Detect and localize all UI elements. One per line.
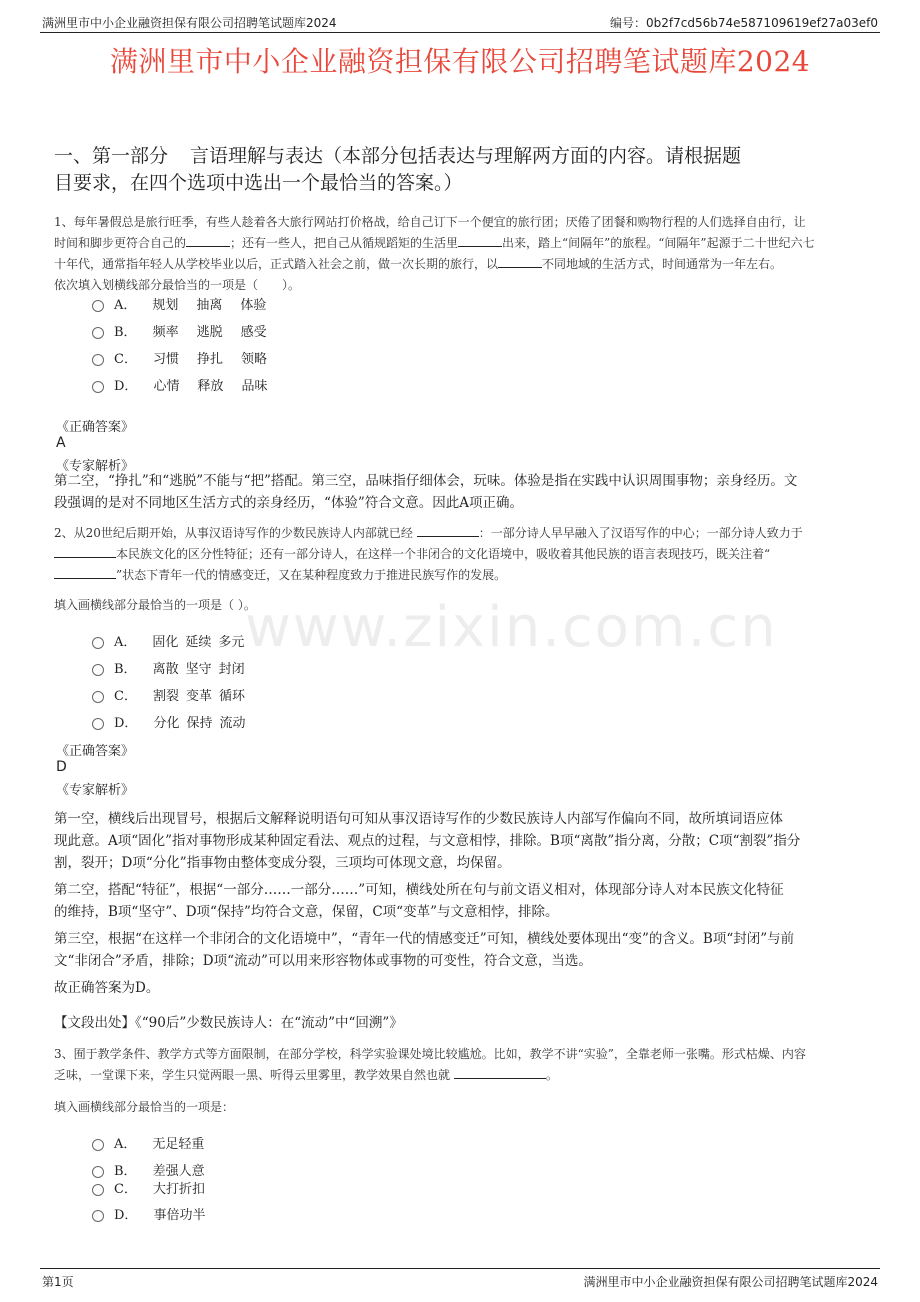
q1-option-b[interactable] (92, 321, 267, 340)
q1-line3a: 十年代，通常指年轻人从学校毕业以后，正式踏入社会之前，做一次长期的旅行，以 (54, 257, 499, 271)
option-word: 变革 (185, 689, 212, 704)
page-header (40, 12, 880, 33)
header-doc-id: 编号：0b2f7cd56b74e587109619ef27a03ef0 (610, 16, 878, 30)
q2-blank-3 (54, 566, 116, 579)
q2-analysis-label: 《专家解析》 (56, 783, 135, 798)
q3-prompt: 填入画横线部分最恰当的一项是： (54, 1100, 235, 1114)
analysis-line: 割，裂开；D项“分化”指事物由整体变成分裂，三项均可体现文意，均保留。 (54, 855, 511, 871)
header-doc-title: 满洲里市中小企业融资担保有限公司招聘笔试题库2024 (42, 16, 337, 30)
option-text: 大打折扣 (152, 1182, 205, 1197)
q2-prompt: 填入画横线部分最恰当的一项是（ ）。 (54, 598, 256, 612)
q1-line1: 1、每年暑假总是旅行旺季，有些人趁着各大旅行网站打价格战，给自己订下一个便宜的旅行团；厌倦了团餐和购物行程的人们选择自由行，让 (54, 215, 806, 229)
option-letter: B． (114, 662, 137, 677)
analysis-line: 现此意。A项“固化”指对事物形成某种固定看法、观点的过程，与文意相悖，排除。B项“离散”指分离，分散；C项“割裂”指分 (54, 833, 801, 849)
section-heading (54, 143, 874, 197)
option-word: 释放 (197, 379, 224, 394)
q3-blank (454, 1066, 546, 1079)
q1-analysis (54, 470, 872, 514)
q1-answer-label: 《正确答案》 (56, 420, 135, 435)
q1-line2a: 时间和脚步更符合自己的 (54, 236, 187, 250)
watermark: www.zixin.com.cn (245, 595, 778, 660)
q2-line1b: ：一部分诗人早早融入了汉语写作的中心；一部分诗人致力于 (478, 526, 803, 540)
radio-icon[interactable] (92, 691, 104, 703)
option-word: 流动 (219, 716, 246, 731)
option-word: 感受 (240, 325, 267, 340)
q3-line1: 3、囿于教学条件、教学方式等方面限制，在部分学校，科学实验课处境比较尴尬。比如，教学不讲“实验”，全靠老师一张嘴。形式枯燥、内容 (54, 1047, 806, 1061)
radio-icon[interactable] (92, 327, 104, 339)
q2-answer-label: 《正确答案》 (56, 744, 135, 759)
option-letter: A． (114, 635, 137, 650)
option-word: 封闭 (218, 662, 245, 677)
section-desc-line1: 言语理解与表达（本部分包括表达与理解两方面的内容。请根据题 (190, 145, 742, 167)
page-title: 满洲里市中小企业融资担保有限公司招聘笔试题库2024 (109, 45, 811, 78)
q1-analysis-line1: 第二空，“挣扎”和“逃脱”不能与“把”搭配。第三空，品味指仔细体会，玩味。体验是指在实践中认识周围事物；亲身经历。文 (54, 473, 798, 489)
page-number: 第1页 (42, 1275, 74, 1289)
option-word: 领略 (240, 352, 267, 367)
section-desc-line2: 目要求，在四个选项中选出一个最恰当的答案。） (54, 172, 463, 194)
q3-line2a: 乏味，一堂课下来，学生只觉两眼一黑、听得云里雾里，教学效果自然也就 (54, 1068, 451, 1082)
radio-icon[interactable] (92, 300, 104, 312)
option-word: 保持 (186, 716, 213, 731)
q1-blank-3 (498, 255, 542, 268)
radio-icon[interactable] (92, 381, 104, 393)
section-part: 一、第一部分 (54, 145, 169, 167)
q1-analysis-label: 《专家解析》 (56, 459, 135, 474)
q1-option-d[interactable] (92, 375, 267, 394)
analysis-line: 第二空，搭配“特征”，根据“一部分……一部分……”可知，横线处所在句与前文语义相对，体现部分诗人对本民族文化特征 (54, 882, 784, 898)
option-letter: B． (114, 325, 137, 340)
option-word: 割裂 (152, 689, 179, 704)
radio-icon[interactable] (92, 1166, 104, 1178)
q1-line2b: ；还有一些人，把自己从循规蹈矩的生活里 (230, 236, 459, 250)
q1-stem (54, 212, 872, 296)
analysis-line: 第一空，横线后出现冒号，根据后文解释说明语句可知从事汉语诗写作的少数民族诗人内部写作偏向不同，故所填词语应体 (54, 811, 783, 827)
option-word: 固化 (152, 635, 179, 650)
radio-icon[interactable] (92, 1184, 104, 1196)
q2-analysis-blank2 (54, 879, 872, 923)
q2-conclusion: 故正确答案为D。 (54, 980, 160, 996)
q2-line3: ”状态下青年一代的情感变迁，又在某种程度致力于推进民族写作的发展。 (116, 568, 507, 582)
q1-analysis-line2: 段强调的是对不同地区生活方式的亲身经历，“体验”符合文意。因此A项正确。 (54, 495, 524, 511)
q1-line2c: 出来，踏上“间隔年”的旅程。“间隔年”起源于二十世纪六七 (502, 236, 815, 250)
analysis-line: 文“非闭合”矛盾，排除；D项“流动”可以用来形容物体或事物的可变性，符合文意，当选。 (54, 953, 592, 969)
q2-blank-1 (417, 524, 479, 537)
radio-icon[interactable] (92, 637, 104, 649)
option-letter: C． (114, 689, 137, 704)
option-letter: C． (114, 352, 137, 367)
q1-blank-2 (458, 234, 502, 247)
footer-doc-title: 满洲里市中小企业融资担保有限公司招聘笔试题库2024 (583, 1275, 878, 1289)
option-word: 心情 (153, 379, 180, 394)
q2-answer: D (56, 759, 67, 775)
q2-stem (54, 523, 872, 586)
analysis-line: 的维持，B项“坚守”、D项“保持”均符合文意，保留，C项“变革”与文意相悖，排除。 (54, 904, 559, 920)
q1-answer: A (56, 435, 66, 451)
q1-option-a[interactable] (92, 294, 266, 313)
option-letter: B． (114, 1164, 137, 1179)
option-word: 频率 (152, 325, 179, 340)
option-letter: A． (114, 1137, 137, 1152)
q3-stem (54, 1044, 872, 1086)
q1-prompt: 依次填入划横线部分最恰当的一项是（ ）。 (54, 278, 301, 292)
q3-option-b[interactable] (92, 1160, 205, 1179)
q2-source: 【文段出处】《“90后”少数民族诗人：在“流动”中“回溯”》 (54, 1015, 403, 1031)
option-text: 差强人意 (152, 1164, 205, 1179)
option-word: 离散 (152, 662, 179, 677)
option-word: 体验 (240, 298, 267, 313)
q3-option-a[interactable] (92, 1133, 204, 1152)
radio-icon[interactable] (92, 664, 104, 676)
q2-line1a: 2、从20世纪后期开始，从事汉语诗写作的少数民族诗人内部就已经 (54, 526, 413, 540)
radio-icon[interactable] (92, 1210, 104, 1222)
option-word: 习惯 (152, 352, 179, 367)
option-text: 事倍功半 (153, 1208, 206, 1223)
option-word: 分化 (153, 716, 180, 731)
option-letter: D． (114, 379, 138, 394)
page-footer (40, 1268, 880, 1291)
option-word: 坚守 (185, 662, 212, 677)
option-word: 多元 (218, 635, 245, 650)
q2-option-d[interactable] (92, 712, 245, 731)
q2-analysis-blank3 (54, 928, 872, 972)
radio-icon[interactable] (92, 1139, 104, 1151)
q1-line3b: 不同地域的生活方式，时间通常为一年左右。 (542, 257, 783, 271)
analysis-line: 第三空，根据“在这样一个非闭合的文化语境中”，“青年一代的情感变迁”可知，横线处要体现出“变”的含义。B项“封闭”与前 (54, 931, 795, 947)
q2-option-a[interactable] (92, 631, 244, 650)
option-letter: D． (114, 1208, 138, 1223)
radio-icon[interactable] (92, 354, 104, 366)
q2-option-b[interactable] (92, 658, 245, 677)
option-letter: A． (114, 298, 137, 313)
q2-option-c[interactable] (92, 685, 245, 704)
q3-line2b: 。 (545, 1068, 558, 1082)
q2-analysis-blank1 (54, 808, 872, 874)
option-word: 循环 (218, 689, 245, 704)
option-letter: C． (114, 1182, 137, 1197)
q2-blank-2 (54, 545, 116, 558)
option-word: 规划 (152, 298, 179, 313)
q2-line2: 本民族文化的区分性特征；还有一部分诗人，在这样一个非闭合的文化语境中，吸收着其他民族的语言表现技巧，既关注着“ (116, 547, 771, 561)
option-word: 挣扎 (196, 352, 223, 367)
q1-blank-1 (186, 234, 230, 247)
option-word: 品味 (241, 379, 268, 394)
option-word: 抽离 (196, 298, 223, 313)
option-text: 无足轻重 (152, 1137, 205, 1152)
option-word: 延续 (185, 635, 212, 650)
q3-option-d[interactable] (92, 1204, 205, 1223)
q1-option-c[interactable] (92, 348, 267, 367)
q3-option-c[interactable] (92, 1178, 205, 1197)
radio-icon[interactable] (92, 718, 104, 730)
option-letter: D． (114, 716, 138, 731)
option-word: 逃脱 (196, 325, 223, 340)
